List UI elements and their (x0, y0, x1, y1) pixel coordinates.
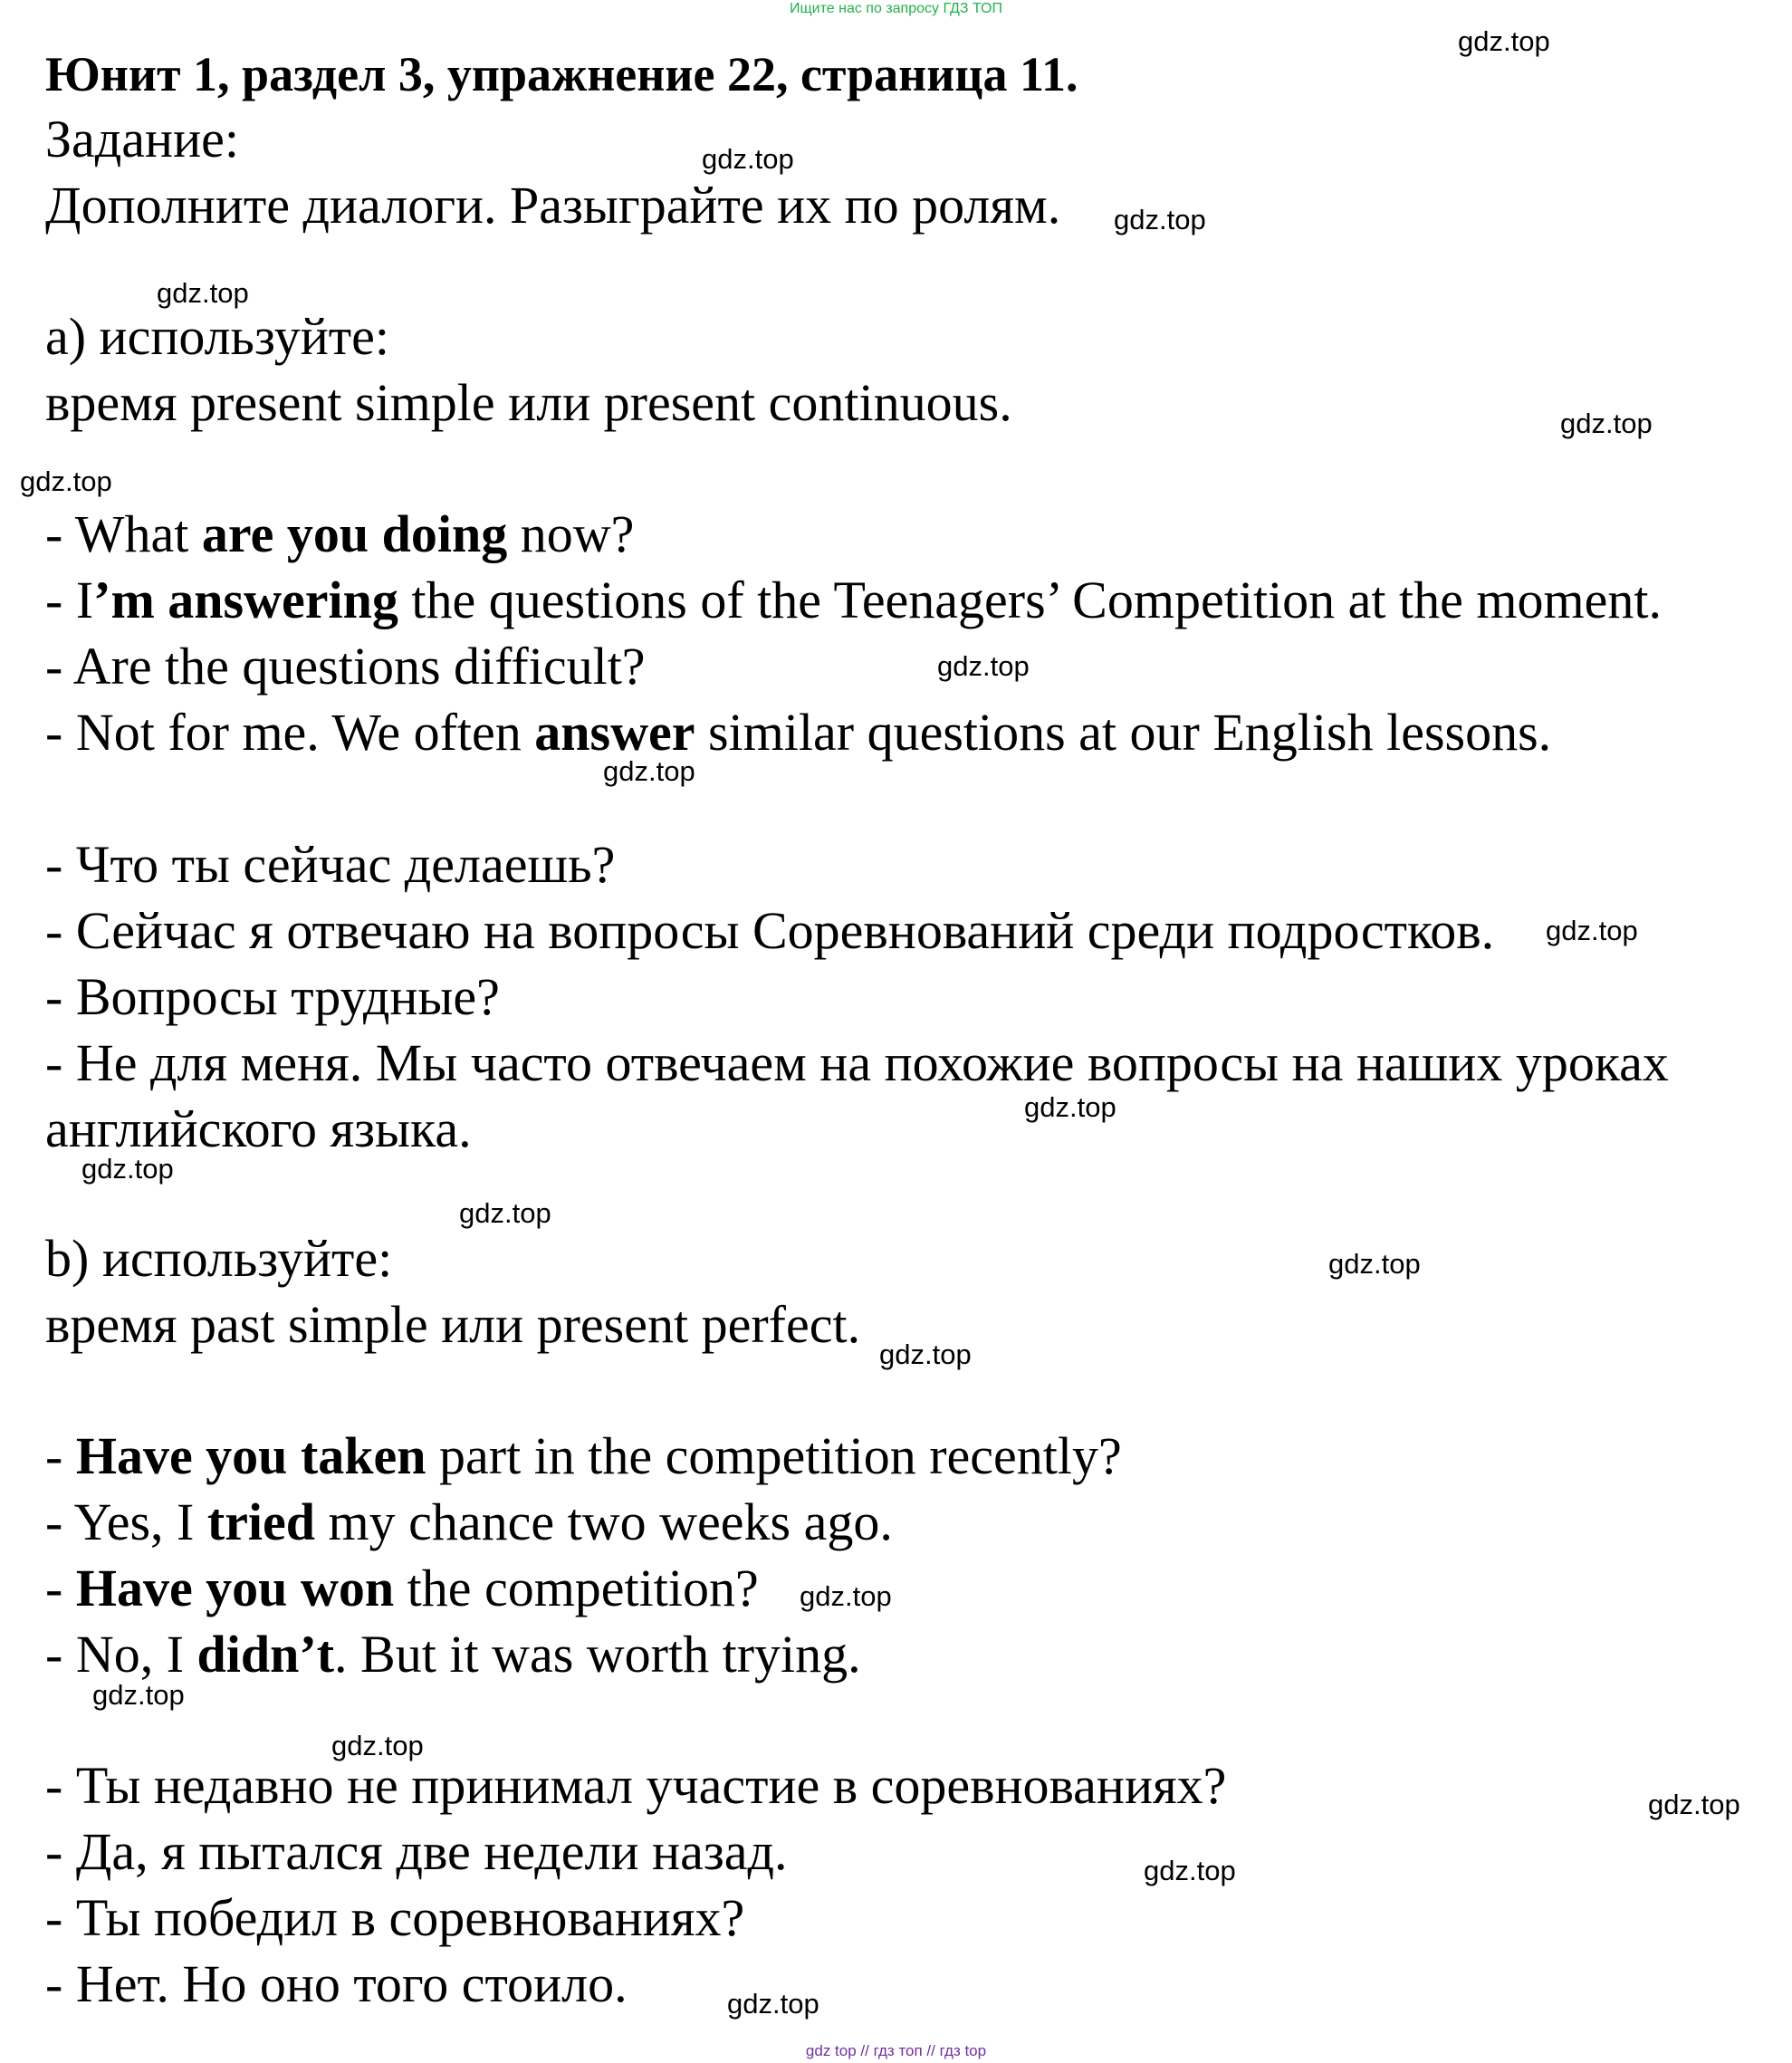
watermark: gdz.top (331, 1730, 424, 1761)
watermark: gdz.top (879, 1339, 972, 1370)
top-banner[interactable]: Ищите нас по запросу ГДЗ ТОП (790, 1, 1002, 16)
watermark: gdz.top (727, 1988, 819, 2020)
dialog-line-ru: - Не для меня. Мы часто отвечаем на похожие вопросы на наших уроках (45, 1033, 1669, 1092)
dialog-line-ru: английского языка. (45, 1099, 472, 1158)
watermark: gdz.top (800, 1580, 892, 1612)
dialog-line: - Are the questions difficult? (45, 637, 646, 696)
watermark: gdz.top (459, 1197, 551, 1229)
dialog-line-ru: - Да, я пытался две недели назад. (45, 1822, 788, 1881)
dialog-line: - Have you taken part in the competition recently? (45, 1426, 1122, 1485)
watermark: gdz.top (81, 1153, 174, 1185)
watermark: gdz.top (1144, 1855, 1236, 1886)
part-b-hint: время past simple или present perfect. (45, 1295, 861, 1354)
dialog-line: - Not for me. We often answer similar questions at our English lessons. (45, 703, 1552, 762)
watermark: gdz.top (1024, 1091, 1116, 1123)
page-title: Юнит 1, раздел 3, упражнение 22, страница 11. (45, 47, 1078, 101)
dialog-line: - What are you doing now? (45, 504, 635, 563)
dialog-line-ru: - Вопросы трудные? (45, 967, 500, 1026)
dialog-line: - No, I didn’t. But it was worth trying. (45, 1625, 861, 1684)
watermark: gdz.top (702, 143, 794, 175)
watermark: gdz.top (20, 465, 112, 497)
dialog-line-ru: - Сейчас я отвечаю на вопросы Соревнований среди подростков. (45, 901, 1495, 960)
part-a-label: a) используйте: (45, 307, 389, 366)
watermark: gdz.top (157, 277, 249, 309)
watermark: gdz.top (1546, 915, 1638, 946)
watermark: gdz.top (1328, 1248, 1421, 1280)
watermark: gdz.top (603, 755, 695, 787)
watermark: gdz.top (1648, 1789, 1740, 1820)
dialog-line-ru: - Что ты сейчас делаешь? (45, 835, 616, 894)
watermark: gdz.top (1114, 204, 1206, 235)
task-text: Дополните диалоги. Разыграйте их по ролям. (45, 176, 1061, 235)
dialog-line-ru: - Нет. Но оно того стоило. (45, 1954, 628, 2013)
watermark: gdz.top (1458, 25, 1550, 57)
footer[interactable]: gdz top // гдз топ // гдз top (805, 2042, 987, 2059)
watermark: gdz.top (92, 1679, 185, 1711)
part-b-label: b) используйте: (45, 1229, 393, 1288)
dialog-line-ru: - Ты победил в соревнованиях? (45, 1888, 745, 1947)
task-label: Задание: (45, 110, 239, 168)
part-a-hint: время present simple или present continuous. (45, 373, 1012, 432)
dialog-line: - Have you won the competition? (45, 1559, 759, 1617)
watermark: gdz.top (937, 650, 1030, 682)
dialog-line: - Yes, I tried my chance two weeks ago. (45, 1492, 893, 1551)
dialog-line: - I’m answering the questions of the Teenagers’ Competition at the moment. (45, 571, 1662, 629)
watermark: gdz.top (1560, 408, 1653, 439)
dialog-line-ru: - Ты недавно не принимал участие в соревнованиях? (45, 1756, 1227, 1815)
